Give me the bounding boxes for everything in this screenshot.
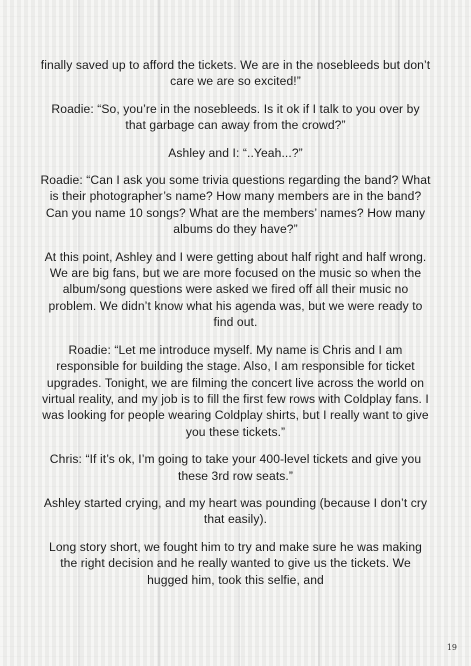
page-number: 19 [446,643,457,652]
paragraph-long-story-short: Long story short, we fought him to try and make sure he was making the right decision and he really wanted to give us the tickets. We hugged him, took this selfie, and [49,539,422,587]
paragraph-trivia-result: At this point, Ashley and I were getting about half right and half wrong. We are big fans, but we are more focused on the music so when the album/song questions were asked we fired off all their music no problem. We didn’t know what his agenda was, but we were ready to find out. [44,249,427,330]
paragraph-intro-end: finally saved up to afford the tickets. We are in the nosebleeds but don’t care we are so excited!” [40,58,431,89]
paragraph-roadie-trivia: Roadie: “Can I ask you some trivia questions regarding the band? What is their photographer’s name? How many members are in the band? Can you name 10 songs? What are the members’ names? How many albums do they have?” [40,173,431,237]
paragraph-chris-offer: Chris: “If it’s ok, I’m going to take your 400-level tickets and give you these 3rd row seats.” [49,452,422,483]
paragraph-ashley-crying: Ashley started crying, and my heart was pounding (because I don’t cry that easily). [43,495,428,527]
story-text [40,57,431,599]
paragraph-ashley-reply: Ashley and I: “..Yeah...?” [168,145,303,160]
paragraph-roadie-nosebleeds: Roadie: “So, you’re in the nosebleeds. Is it ok if I talk to you over by that garbage can away from the crowd?” [51,101,420,133]
paragraph-roadie-introduction: Roadie: “Let me introduce myself. My name is Chris and I am responsible for building the stage. Also, I am responsible for ticket upgrades. Tonight, we are filming the concert live across the world on virtual reality, and my job is to fill the first few rows with Coldplay fans. I was looking for people wearing Coldplay shirts, but I really want to give you these tickets.” [42,342,429,439]
